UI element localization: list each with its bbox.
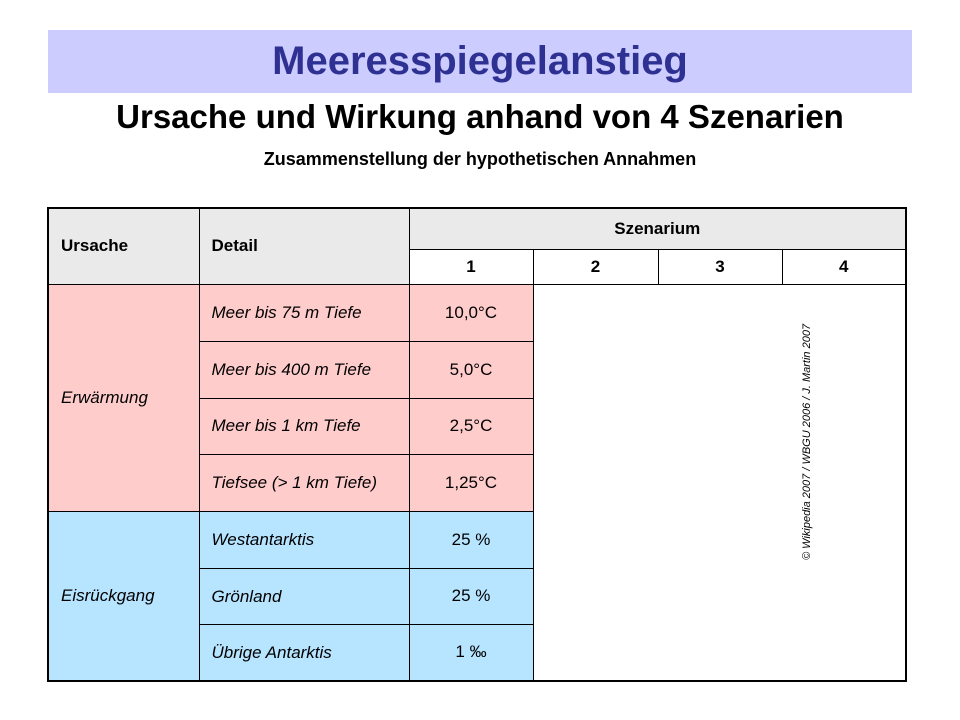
detail-cell: Grönland <box>199 568 409 624</box>
value-cell: 2,5°C <box>409 398 533 454</box>
page-subtitle: Ursache und Wirkung anhand von 4 Szenarien <box>116 98 844 135</box>
header-row-1 <box>48 208 906 249</box>
detail-cell: Westantarktis <box>199 511 409 568</box>
header-detail: Detail <box>199 208 409 284</box>
value-cell: 1,25°C <box>409 454 533 511</box>
scenario-number-1: 1 <box>409 249 533 284</box>
cause-warming: Erwärmung <box>48 284 199 511</box>
value-cell: 1 ‰ <box>409 624 533 681</box>
scenario-number-3: 3 <box>658 249 782 284</box>
scenario-number-4: 4 <box>782 249 906 284</box>
table-row <box>48 284 906 341</box>
detail-cell: Meer bis 75 m Tiefe <box>199 284 409 341</box>
value-cell: 25 % <box>409 511 533 568</box>
page-title: Meeresspiegelanstieg <box>272 39 688 83</box>
copyright-text: © Wikipedia 2007 / WBGU 2006 / J. Martin 2007 <box>801 323 813 560</box>
scenario-table <box>47 207 907 682</box>
detail-cell: Meer bis 400 m Tiefe <box>199 341 409 398</box>
table-caption: Zusammenstellung der hypothetischen Annahmen <box>263 149 697 169</box>
value-cell: 25 % <box>409 568 533 624</box>
header-scenario: Szenarium <box>409 208 906 249</box>
header-cause: Ursache <box>48 208 199 284</box>
title-bar <box>48 30 912 93</box>
value-cell: 5,0°C <box>409 341 533 398</box>
scenario-number-2: 2 <box>533 249 658 284</box>
detail-cell: Übrige Antarktis <box>199 624 409 681</box>
value-cell: 10,0°C <box>409 284 533 341</box>
detail-cell: Meer bis 1 km Tiefe <box>199 398 409 454</box>
detail-cell: Tiefsee (> 1 km Tiefe) <box>199 454 409 511</box>
empty-scenario-area <box>533 284 906 681</box>
cause-ice-loss: Eisrückgang <box>48 511 199 681</box>
